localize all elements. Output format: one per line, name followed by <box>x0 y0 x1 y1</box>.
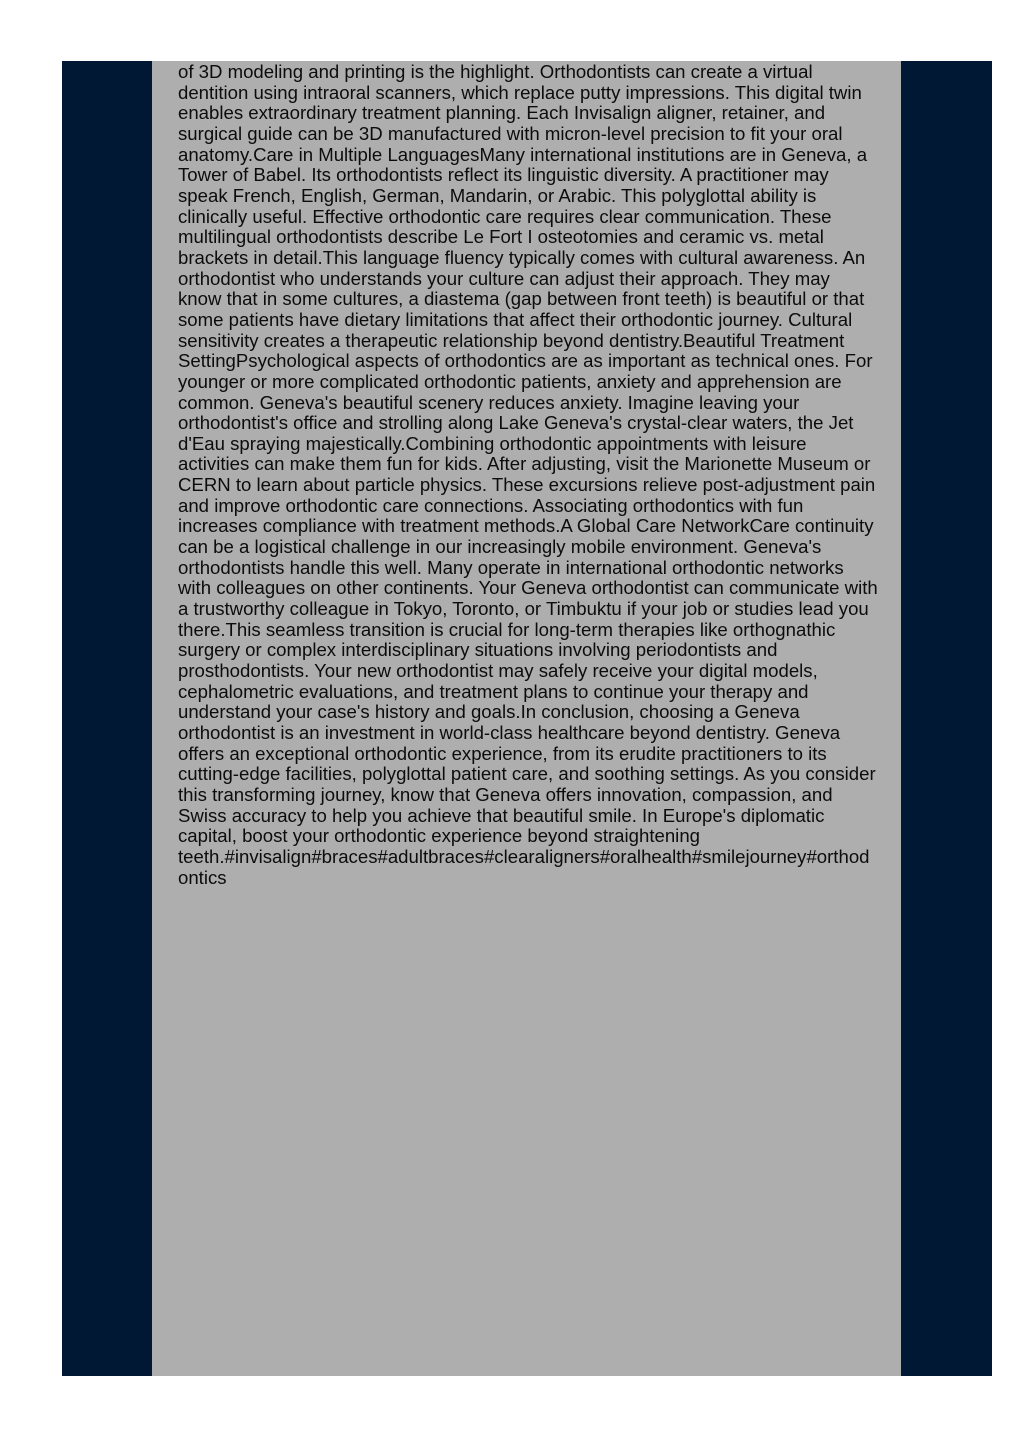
article-body-text: of 3D modeling and printing is the highlight. Orthodontists can create a virtual dentition using intraoral scanners, which replace putty impressions. This digital twin enables extraordinary treatment planning. Each Invisalign aligner, retainer, and surgical guide can be 3D manufactured with micron-level precision to fit your oral anatomy.Care in Multiple LanguagesMany international institutions are in Geneva, a Tower of Babel. Its orthodontists reflect its linguistic diversity. A practitioner may speak French, English, German, Mandarin, or Arabic. This polyglottal ability is clinically useful. Effective orthodontic care requires clear communication. These multilingual orthodontists describe Le Fort I osteotomies and ceramic vs. metal brackets in detail.This language fluency typically comes with cultural awareness. An orthodontist who understands your culture can adjust their approach. They may know that in some cultures, a diastema (gap between front teeth) is beautiful or that some patients have dietary limitations that affect their orthodontic journey. Cultural sensitivity creates a therapeutic relationship beyond dentistry.Beautiful Treatment SettingPsychological aspects of orthodontics are as important as technical ones. For younger or more complicated orthodontic patients, anxiety and apprehension are common. Geneva's beautiful scenery reduces anxiety. Imagine leaving your orthodontist's office and strolling along Lake Geneva's crystal-clear waters, the Jet d'Eau spraying majestically.Combining orthodontic appointments with leisure activities can make them fun for kids. After adjusting, visit the Marionette Museum or CERN to learn about particle physics. These excursions relieve post-adjustment pain and improve orthodontic care connections. Associating orthodontics with fun increases compliance with treatment methods.A Global Care NetworkCare continuity can be a logistical challenge in our increasingly mobile environment. Geneva's orthodontists handle this well. Many operate in international orthodontic networks with colleagues on other continents. Your Geneva orthodontist can communicate with a trustworthy colleague in Tokyo, Toronto, or Timbuktu if your job or studies lead you there.This seamless transition is crucial for long-term therapies like orthognathic surgery or complex interdisciplinary situations involving periodontists and prosthodontists. Your new orthodontist may safely receive your digital models, cephalometric evaluations, and treatment plans to continue your therapy and understand your case's history and goals.In conclusion, choosing a Geneva orthodontist is an investment in world-class healthcare beyond dentistry. Geneva offers an exceptional orthodontic experience, from its erudite practitioners to its cutting-edge facilities, polyglottal patient care, and soothing settings. As you consider this transforming journey, know that Geneva offers innovation, compassion, and Swiss accuracy to help you achieve that beautiful smile. In Europe's diplomatic capital, boost your orthodontic experience beyond straightening teeth.#invisalign#braces#adultbraces#clearaligners#oralhealth#smilejourney#orthodontics <box>178 61 878 888</box>
content-panel <box>152 61 901 1376</box>
page-frame <box>62 61 992 1376</box>
